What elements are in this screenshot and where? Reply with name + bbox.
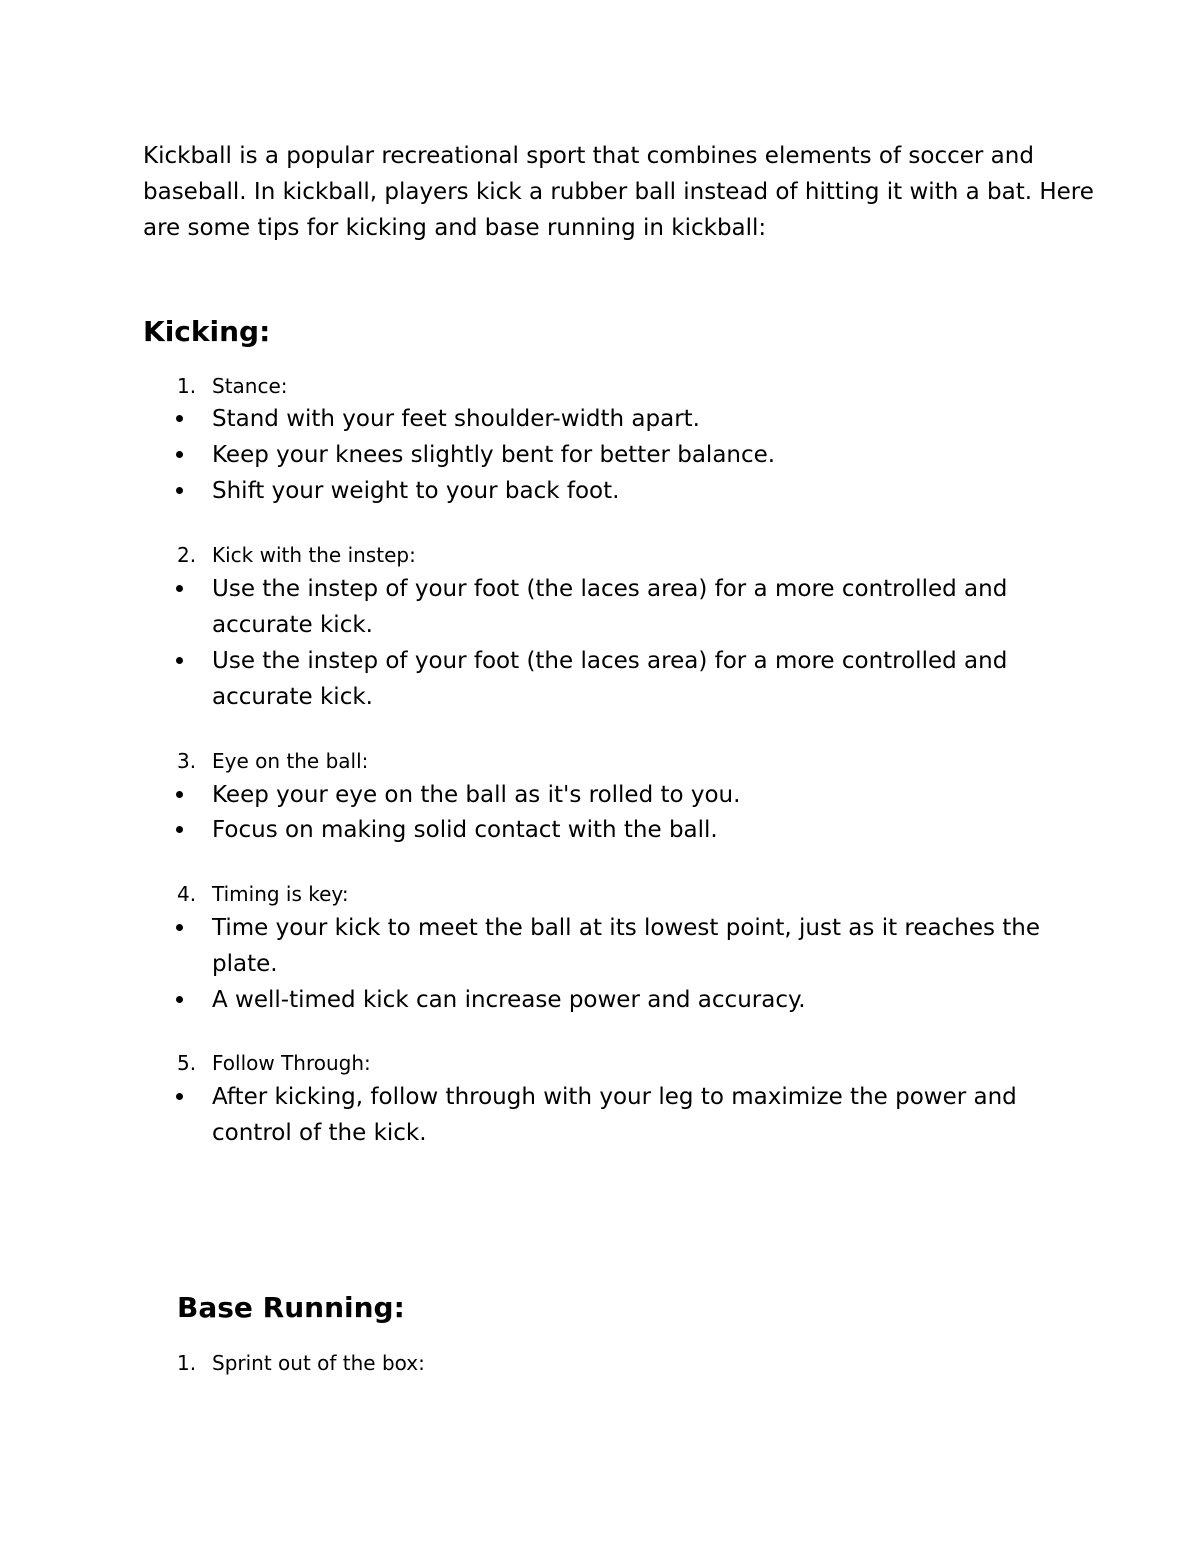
step-title: Timing is key: (212, 882, 349, 906)
kicking-step-5-bullet-1: After kicking, follow through with your leg to maximize the power and control of the kick. (212, 1079, 1072, 1151)
kicking-step-3 (177, 747, 368, 775)
step-number: 5. (177, 1051, 197, 1075)
kicking-step-2-bullet-1: Use the instep of your foot (the laces area) for a more controlled and accurate kick. (212, 571, 1072, 643)
step-number: 1. (177, 1351, 197, 1375)
step-title: Follow Through: (212, 1051, 371, 1075)
step-number: 3. (177, 749, 197, 773)
kicking-step-1-bullet-3: Shift your weight to your back foot. (212, 473, 1072, 509)
kicking-step-2-bullet-2: Use the instep of your foot (the laces area) for a more controlled and accurate kick. (212, 643, 1072, 715)
step-title: Stance: (212, 374, 288, 398)
step-title: Sprint out of the box: (212, 1351, 425, 1375)
kicking-step-2 (177, 541, 416, 569)
kicking-step-3-bullet-2: Focus on making solid contact with the ball. (212, 812, 1072, 848)
kicking-step-1 (177, 372, 288, 400)
step-number: 4. (177, 882, 197, 906)
kicking-step-4-bullet-2: A well-timed kick can increase power and accuracy. (212, 982, 1072, 1018)
base-running-heading: Base Running: (177, 1291, 405, 1324)
step-title: Kick with the instep: (212, 543, 416, 567)
kicking-heading: Kicking: (143, 315, 271, 348)
base-running-step-1 (177, 1349, 425, 1377)
kicking-step-1-bullet-1: Stand with your feet shoulder-width apart. (212, 401, 1072, 437)
kicking-step-5 (177, 1049, 371, 1077)
step-number: 2. (177, 543, 197, 567)
kicking-step-1-bullet-2: Keep your knees slightly bent for better balance. (212, 437, 1072, 473)
step-title: Eye on the ball: (212, 749, 369, 773)
kicking-step-3-bullet-1: Keep your eye on the ball as it's rolled to you. (212, 777, 1072, 813)
kicking-step-4 (177, 880, 349, 908)
kicking-step-4-bullet-1: Time your kick to meet the ball at its lowest point, just as it reaches the plate. (212, 910, 1072, 982)
intro-paragraph: Kickball is a popular recreational sport that combines elements of soccer and baseball. In kickball, players kick a rubber ball instead of hitting it with a bat. Here are some tips for kicking and base running in kickball: (143, 143, 1094, 241)
step-number: 1. (177, 374, 197, 398)
